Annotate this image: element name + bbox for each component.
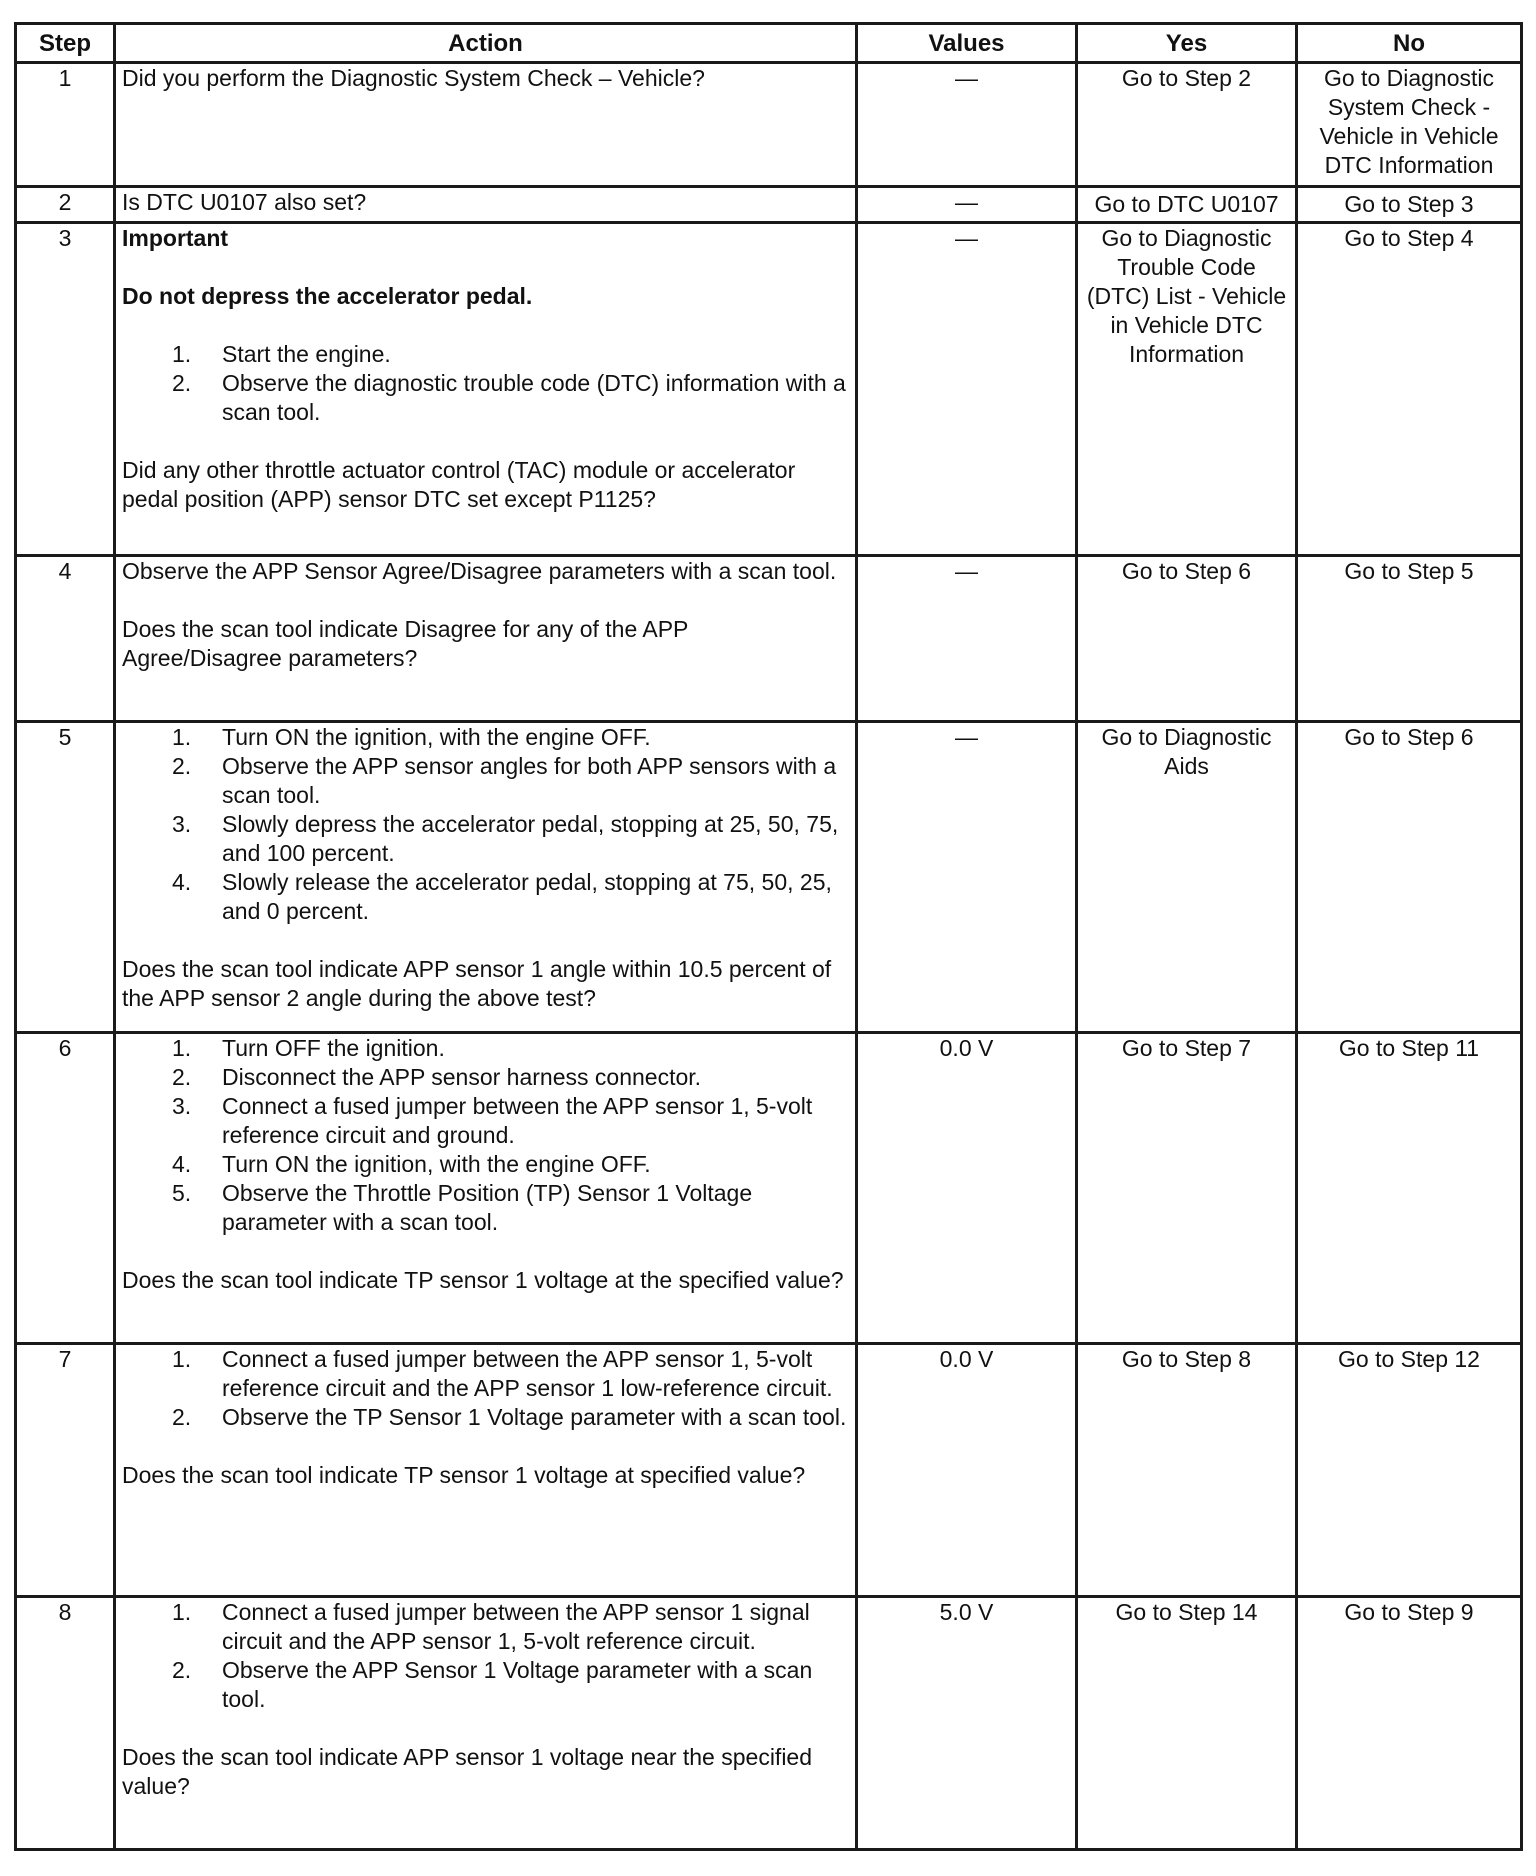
step-number: 7 bbox=[16, 1344, 115, 1597]
list-item: 2. Observe the diagnostic trouble code (DTC) information with a scan tool. bbox=[172, 370, 846, 425]
yes-cell: Go to Diagnostic Trouble Code (DTC) List - Vehicle in Vehicle DTC Information bbox=[1077, 223, 1297, 556]
list-item: 2. Disconnect the APP sensor harness connector. bbox=[172, 1064, 702, 1090]
no-cell: Go to Step 12 bbox=[1297, 1344, 1522, 1597]
header-values: Values bbox=[857, 24, 1077, 63]
instruction-list bbox=[122, 1598, 849, 1714]
yes-cell: Go to DTC U0107 bbox=[1077, 187, 1297, 223]
list-item: 1. Turn OFF the ignition. bbox=[172, 1035, 445, 1061]
action-question: Is DTC U0107 also set? bbox=[122, 189, 367, 215]
instruction-list bbox=[122, 1345, 849, 1432]
no-cell: Go to Diagnostic System Check - Vehicle in Vehicle DTC Information bbox=[1297, 63, 1522, 187]
action-cell bbox=[115, 223, 857, 556]
list-item: 2. Observe the APP Sensor 1 Voltage parameter with a scan tool. bbox=[172, 1657, 813, 1712]
step-number: 1 bbox=[16, 63, 115, 187]
action-cell bbox=[115, 1033, 857, 1344]
list-item: 3. Connect a fused jumper between the APP sensor 1, 5-volt reference circuit and ground. bbox=[172, 1093, 813, 1148]
diagnostic-table-container bbox=[14, 22, 1520, 1851]
list-item: 4. Slowly release the accelerator pedal, stopping at 75, 50, 25, and 0 percent. bbox=[172, 869, 832, 924]
table-row bbox=[16, 223, 1522, 556]
action-cell bbox=[115, 1597, 857, 1850]
action-intro: Observe the APP Sensor Agree/Disagree parameters with a scan tool. bbox=[122, 558, 837, 584]
list-item: 1. Connect a fused jumper between the APP sensor 1, 5-volt reference circuit and the APP sensor 1 low-reference circuit. bbox=[172, 1346, 833, 1401]
value-cell: — bbox=[857, 722, 1077, 1033]
no-cell: Go to Step 4 bbox=[1297, 223, 1522, 556]
step-number: 6 bbox=[16, 1033, 115, 1344]
action-question: Does the scan tool indicate APP sensor 1 voltage near the specified value? bbox=[122, 1744, 813, 1799]
value-cell: — bbox=[857, 187, 1077, 223]
step-number: 8 bbox=[16, 1597, 115, 1850]
value-cell: 0.0 V bbox=[857, 1033, 1077, 1344]
header-action: Action bbox=[115, 24, 857, 63]
diagnostic-table bbox=[14, 22, 1523, 1851]
yes-cell: Go to Step 2 bbox=[1077, 63, 1297, 187]
step-number: 3 bbox=[16, 223, 115, 556]
yes-cell: Go to Step 7 bbox=[1077, 1033, 1297, 1344]
action-cell bbox=[115, 187, 857, 223]
no-cell: Go to Step 6 bbox=[1297, 722, 1522, 1033]
header-row bbox=[16, 24, 1522, 63]
yes-cell: Go to Step 8 bbox=[1077, 1344, 1297, 1597]
table-row bbox=[16, 556, 1522, 722]
yes-cell: Go to Step 14 bbox=[1077, 1597, 1297, 1850]
instruction-list bbox=[122, 723, 849, 926]
list-item: 1. Start the engine. bbox=[172, 341, 391, 367]
step-number: 4 bbox=[16, 556, 115, 722]
header-step: Step bbox=[16, 24, 115, 63]
list-item: 3. Slowly depress the accelerator pedal, stopping at 25, 50, 75, and 100 percent. bbox=[172, 811, 839, 866]
action-question: Does the scan tool indicate TP sensor 1 voltage at the specified value? bbox=[122, 1267, 844, 1293]
no-cell: Go to Step 3 bbox=[1297, 187, 1522, 223]
important-note: Do not depress the accelerator pedal. bbox=[122, 283, 533, 309]
table-row bbox=[16, 1033, 1522, 1344]
action-question: Did you perform the Diagnostic System Check – Vehicle? bbox=[122, 65, 705, 91]
table-row bbox=[16, 722, 1522, 1033]
value-cell: 5.0 V bbox=[857, 1597, 1077, 1850]
instruction-list bbox=[122, 340, 849, 427]
value-cell: 0.0 V bbox=[857, 1344, 1077, 1597]
list-item: 4. Turn ON the ignition, with the engine OFF. bbox=[172, 1151, 651, 1177]
step-number: 2 bbox=[16, 187, 115, 223]
list-item: 2. Observe the TP Sensor 1 Voltage parameter with a scan tool. bbox=[172, 1404, 847, 1430]
list-item: 1. Turn ON the ignition, with the engine OFF. bbox=[172, 724, 651, 750]
list-item: 2. Observe the APP sensor angles for both APP sensors with a scan tool. bbox=[172, 753, 837, 808]
yes-cell: Go to Diagnostic Aids bbox=[1077, 722, 1297, 1033]
action-question: Does the scan tool indicate APP sensor 1 angle within 10.5 percent of the APP sensor 2 angle during the above test? bbox=[122, 956, 832, 1011]
action-question: Does the scan tool indicate TP sensor 1 voltage at specified value? bbox=[122, 1462, 806, 1488]
yes-cell: Go to Step 6 bbox=[1077, 556, 1297, 722]
step-number: 5 bbox=[16, 722, 115, 1033]
list-item: 1. Connect a fused jumper between the APP sensor 1 signal circuit and the APP sensor 1, 5-volt reference circuit. bbox=[172, 1599, 810, 1654]
action-cell bbox=[115, 722, 857, 1033]
value-cell: — bbox=[857, 223, 1077, 556]
header-no: No bbox=[1297, 24, 1522, 63]
value-cell: — bbox=[857, 63, 1077, 187]
table-row bbox=[16, 187, 1522, 223]
no-cell: Go to Step 5 bbox=[1297, 556, 1522, 722]
action-question: Does the scan tool indicate Disagree for any of the APP Agree/Disagree parameters? bbox=[122, 616, 688, 671]
value-cell: — bbox=[857, 556, 1077, 722]
table-row bbox=[16, 1344, 1522, 1597]
action-cell bbox=[115, 556, 857, 722]
no-cell: Go to Step 11 bbox=[1297, 1033, 1522, 1344]
instruction-list bbox=[122, 1034, 849, 1237]
no-cell: Go to Step 9 bbox=[1297, 1597, 1522, 1850]
list-item: 5. Observe the Throttle Position (TP) Sensor 1 Voltage parameter with a scan tool. bbox=[172, 1180, 753, 1235]
action-cell bbox=[115, 1344, 857, 1597]
important-label: Important bbox=[122, 225, 229, 251]
header-yes: Yes bbox=[1077, 24, 1297, 63]
action-question: Did any other throttle actuator control (TAC) module or accelerator pedal position (APP) sensor DTC set except P1125? bbox=[122, 457, 796, 512]
table-row bbox=[16, 63, 1522, 187]
table-row bbox=[16, 1597, 1522, 1850]
action-cell bbox=[115, 63, 857, 187]
